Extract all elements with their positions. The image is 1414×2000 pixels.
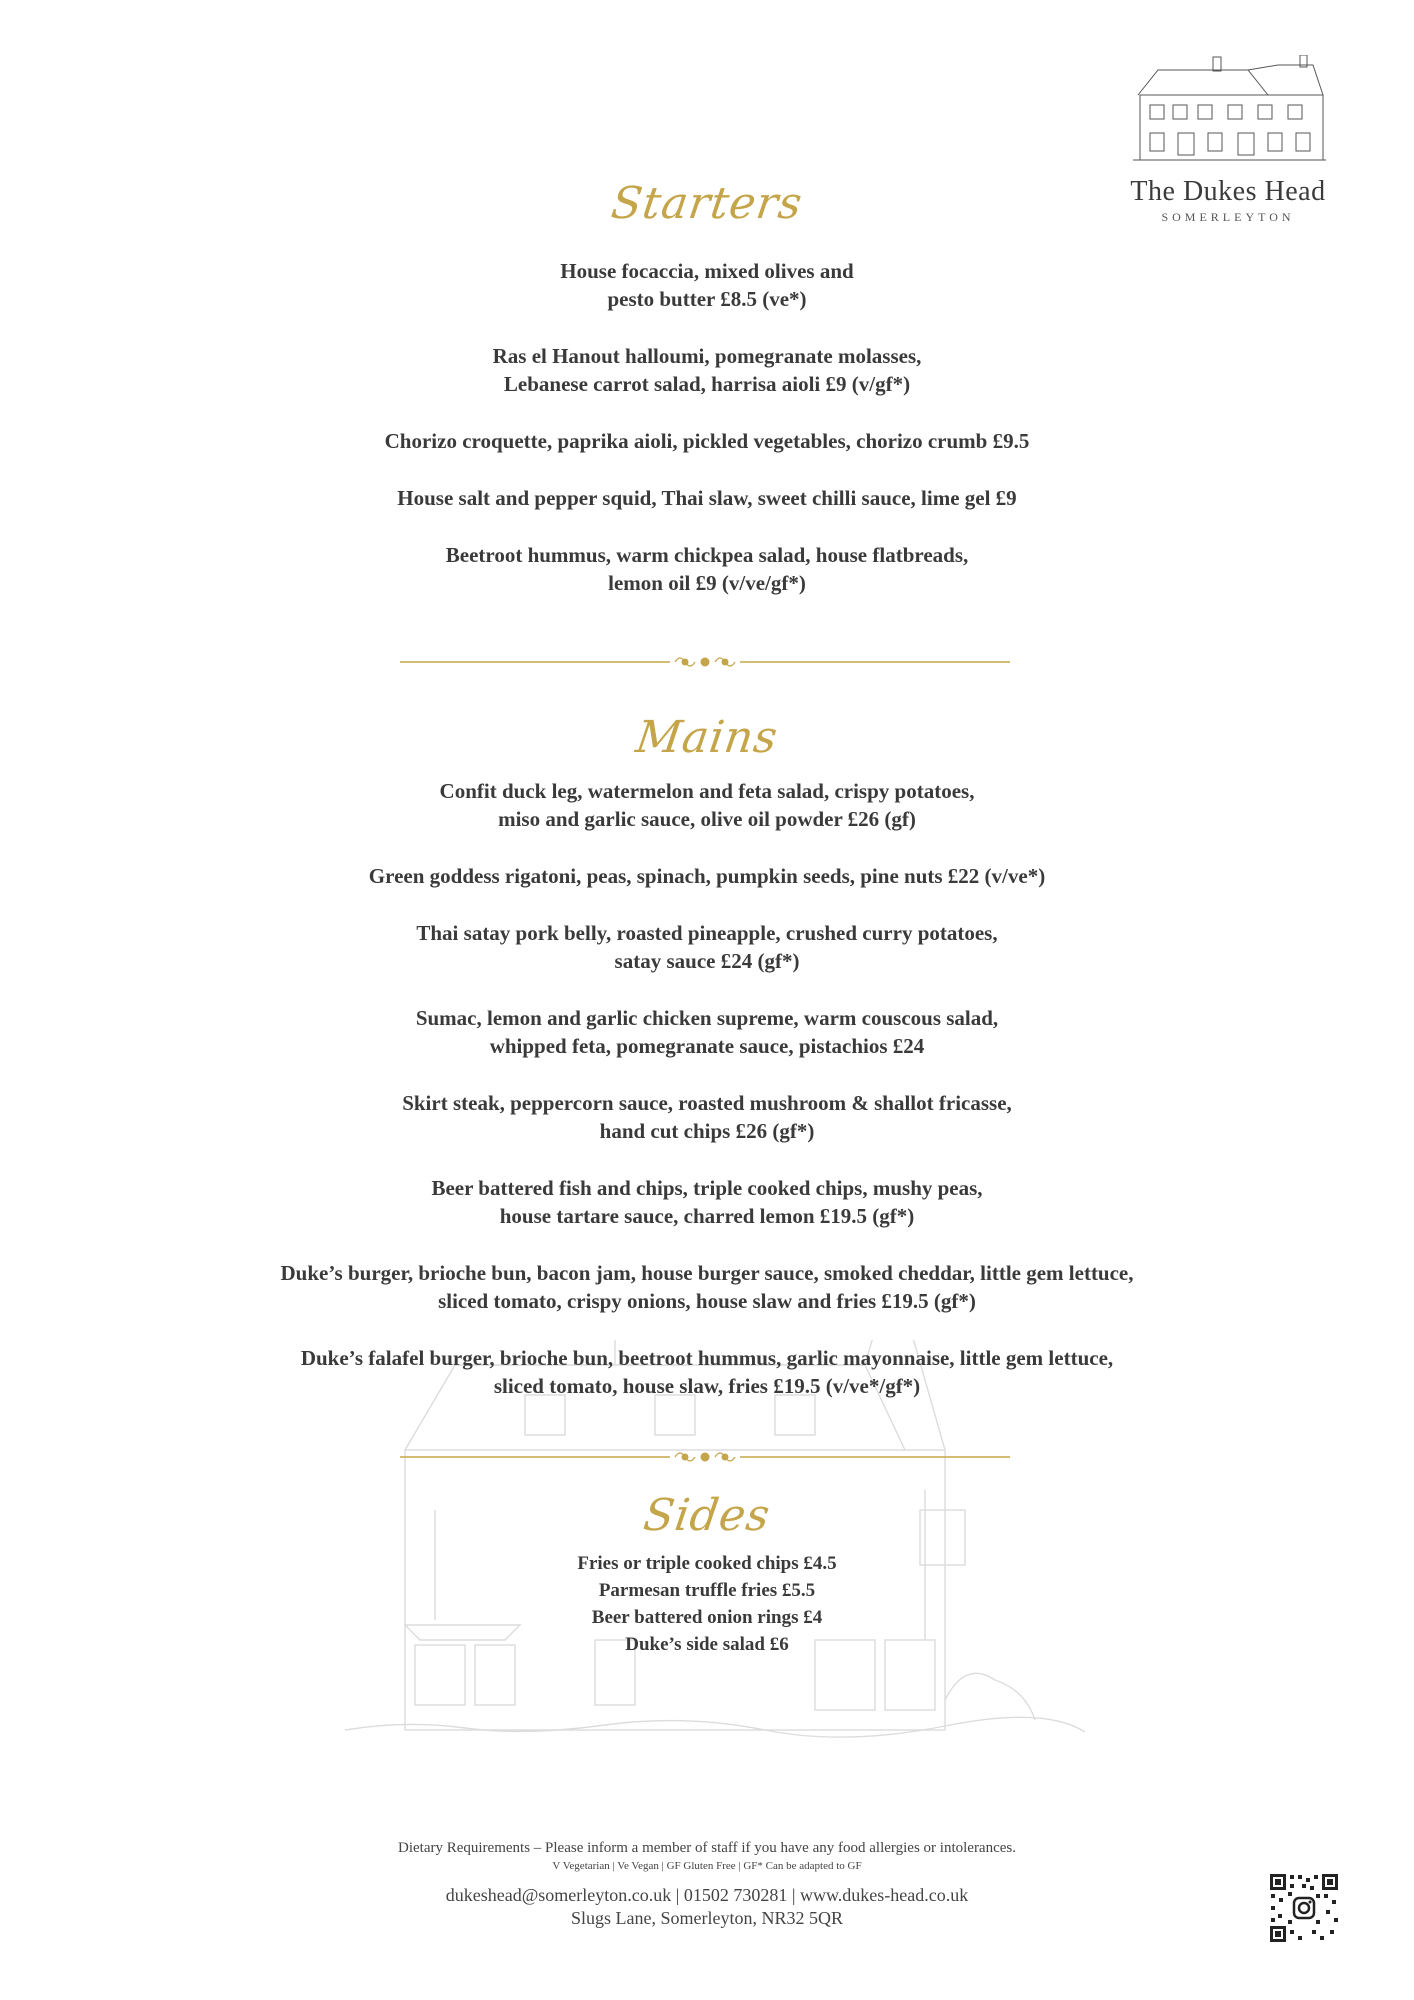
side-item: Duke’s side salad £6 — [625, 1634, 789, 1655]
menu-item-line: Sumac, lemon and garlic chicken supreme, warm couscous salad, — [415, 1006, 999, 1030]
menu-item-line: House salt and pepper squid, Thai slaw, sweet chilli sauce, lime gel £9 — [397, 486, 1017, 510]
menu-item-line: sliced tomato, house slaw, fries £19.5 (v/ve*/gf*) — [493, 1374, 921, 1398]
menu-item-line: pesto butter £8.5 (ve*) — [607, 287, 807, 311]
menu-item-line: Skirt steak, peppercorn sauce, roasted mushroom & shallot fricasse, — [402, 1091, 1012, 1115]
menu-item — [0, 862, 1414, 890]
menu-item — [0, 1259, 1414, 1315]
pub-building-icon — [1128, 55, 1328, 170]
menu-item-line: satay sauce £24 (gf*) — [614, 949, 800, 973]
side-item: Beer battered onion rings £4 — [591, 1607, 823, 1628]
mains-list — [0, 777, 1414, 1429]
sides-title: Sides — [640, 1490, 774, 1541]
menu-item — [0, 541, 1414, 597]
logo-name: The Dukes Head — [1130, 176, 1326, 207]
menu-item — [0, 427, 1414, 455]
address-line: Slugs Lane, Somerleyton, NR32 5QR — [571, 1908, 843, 1928]
menu-item — [0, 257, 1414, 313]
menu-item — [0, 777, 1414, 833]
menu-item-line: Confit duck leg, watermelon and feta salad, crispy potatoes, — [439, 779, 975, 803]
menu-item-line: miso and garlic sauce, olive oil powder £26 (gf) — [498, 807, 916, 831]
dietary-notice: Dietary Requirements – Please inform a member of staff if you have any food allergies or intolerances. — [398, 1840, 1016, 1856]
menu-item — [0, 484, 1414, 512]
menu-item-line: lemon oil £9 (v/ve/gf*) — [608, 571, 806, 595]
menu-item-line: Ras el Hanout halloumi, pomegranate molasses, — [492, 344, 922, 368]
logo-location: SOMERLEYTON — [1161, 210, 1295, 224]
menu-item-line: Thai satay pork belly, roasted pineapple, crushed curry potatoes, — [416, 921, 998, 945]
ornamental-divider — [400, 1447, 1010, 1467]
sides-list — [0, 1550, 1414, 1658]
starters-list — [0, 257, 1414, 626]
menu-item — [0, 1089, 1414, 1145]
menu-item — [0, 1174, 1414, 1230]
menu-item-line: Beer battered fish and chips, triple cooked chips, mushy peas, — [431, 1176, 983, 1200]
contact-line: dukeshead@somerleyton.co.uk | 01502 730281 | www.dukes-head.co.uk — [445, 1885, 969, 1905]
qr-code-icon[interactable] — [1268, 1872, 1340, 1944]
menu-item — [0, 1004, 1414, 1060]
menu-item-line: House focaccia, mixed olives and — [560, 259, 854, 283]
menu-item-line: Chorizo croquette, paprika aioli, pickled vegetables, chorizo crumb £9.5 — [384, 429, 1030, 453]
side-item: Parmesan truffle fries £5.5 — [598, 1580, 816, 1601]
ornamental-divider — [400, 652, 1010, 672]
menu-item — [0, 342, 1414, 398]
menu-item-line: Green goddess rigatoni, peas, spinach, pumpkin seeds, pine nuts £22 (v/ve*) — [368, 864, 1046, 888]
menu-item-line: Lebanese carrot salad, harrisa aioli £9 (v/gf*) — [503, 372, 911, 396]
menu-item-line: house tartare sauce, charred lemon £19.5 (gf*) — [499, 1204, 915, 1228]
menu-item-line: whipped feta, pomegranate sauce, pistachios £24 — [489, 1034, 925, 1058]
menu-item — [0, 919, 1414, 975]
starters-title: Starters — [608, 178, 806, 229]
dietary-key: V Vegetarian | Ve Vegan | GF Gluten Free | GF* Can be adapted to GF — [552, 1860, 862, 1872]
menu-item-line: sliced tomato, crispy onions, house slaw and fries £19.5 (gf*) — [438, 1289, 976, 1313]
menu-item-line: Beetroot hummus, warm chickpea salad, house flatbreads, — [445, 543, 969, 567]
menu-item — [0, 1344, 1414, 1400]
side-item: Fries or triple cooked chips £4.5 — [577, 1553, 837, 1574]
menu-item-line: Duke’s falafel burger, brioche bun, beetroot hummus, garlic mayonnaise, little gem lettuce, — [300, 1346, 1114, 1370]
menu-item-line: Duke’s burger, brioche bun, bacon jam, house burger sauce, smoked cheddar, little gem lettuce, — [280, 1261, 1134, 1285]
menu-item-line: hand cut chips £26 (gf*) — [599, 1119, 815, 1143]
mains-title: Mains — [632, 712, 782, 763]
